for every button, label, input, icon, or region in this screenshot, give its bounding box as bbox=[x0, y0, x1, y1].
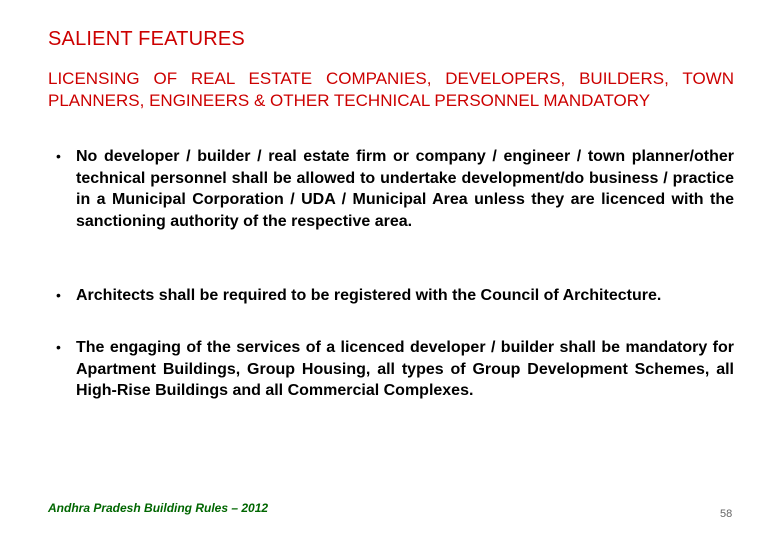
bullet-text: Architects shall be required to be registered with the Council of Architecture. bbox=[76, 287, 662, 304]
bullet-item bbox=[48, 285, 734, 307]
bullet-dot: • bbox=[56, 339, 61, 355]
bullet-dot: • bbox=[56, 287, 61, 303]
bullet-item bbox=[48, 337, 734, 402]
slide-title: SALIENT FEATURES bbox=[48, 28, 245, 50]
bullet-dot: • bbox=[56, 148, 61, 164]
page-number: 58 bbox=[720, 508, 733, 520]
bullet-text: The engaging of the services of a licenced developer / builder shall be mandatory for Apartment Buildings, Group Housing, all types of Group Development Schemes, all High-Rise Buildings and all Commercial Complexes. bbox=[76, 339, 734, 399]
slide-footer: Andhra Pradesh Building Rules – 2012 bbox=[48, 501, 269, 515]
slide-subtitle: LICENSING OF REAL ESTATE COMPANIES, DEVELOPERS, BUILDERS, TOWN PLANNERS, ENGINEERS & OTHER TECHNICAL PERSONNEL MANDATORY bbox=[48, 69, 734, 110]
bullet-item bbox=[48, 146, 734, 232]
bullet-text: No developer / builder / real estate firm or company / engineer / town planner/other technical personnel shall be allowed to undertake development/do business / practice in a Municipal Corporation / UDA / Municipal Area unless they are licenced with the sanctioning authority of the respective area. bbox=[76, 148, 734, 230]
